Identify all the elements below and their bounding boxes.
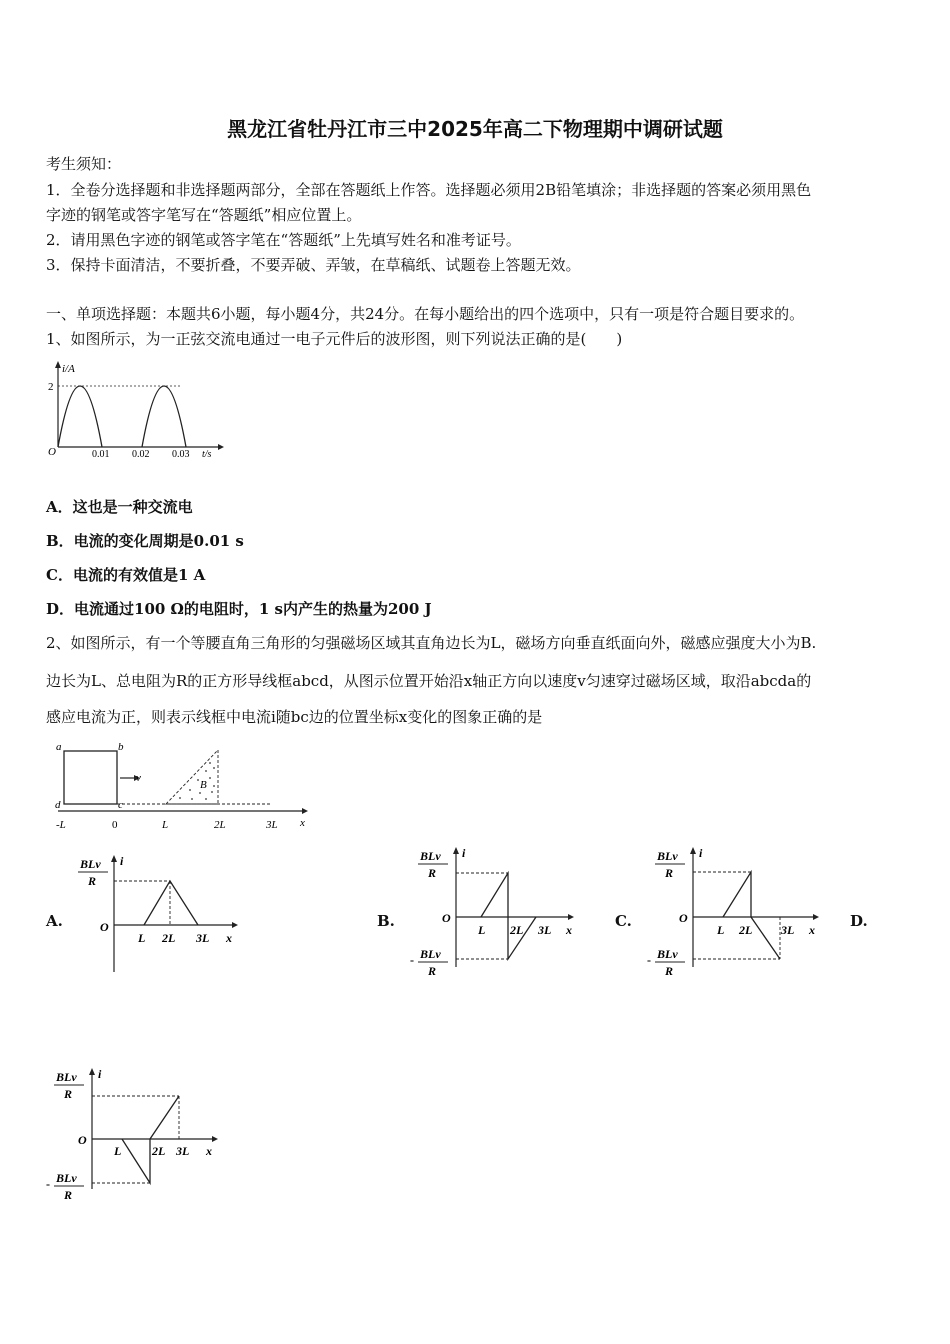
page-title: 黑龙江省牡丹江市三中2025年高二下物理期中调研试题: [227, 117, 723, 141]
graph-b-neg-sign: -: [410, 953, 414, 967]
q1-waveform-graph: [40, 360, 230, 470]
q2-stem-1: 2、如图所示，有一个等腰直角三角形的匀强磁场区域其直角边长为L，磁场方向垂直纸面向外，磁感应强度大小为B.: [46, 634, 817, 652]
graph-b-amp-bottom: R: [428, 866, 437, 880]
section-heading: 一、单项选择题：本题共6小题，每小题4分，共24分。在每小题给出的四个选项中，只有一项是符合题目要求的。: [46, 305, 805, 323]
q2-corner-d: d: [55, 799, 61, 811]
q2-corner-c: c: [118, 799, 123, 811]
q2-velocity-label: v: [136, 772, 141, 784]
graph-b-neg-amp-top: BLv: [420, 947, 441, 961]
graph-a-tick-l: L: [138, 931, 146, 945]
graph-c-x-label: x: [809, 923, 815, 937]
q2-fig-tick-0: 0: [112, 819, 118, 831]
graph-c-tick-l: L: [717, 923, 725, 937]
q2-setup-figure: [50, 738, 320, 833]
q1-option-c: C．电流的有效值是1 A: [46, 566, 206, 584]
q2-fig-tick-neg-l: -L: [56, 819, 66, 831]
q1-option-b: B．电流的变化周期是0.01 s: [46, 532, 244, 550]
graph-c-i-label: i: [699, 846, 703, 860]
graph-d-neg-sign: -: [46, 1177, 50, 1191]
graph-d-origin: O: [78, 1133, 87, 1147]
q1-stem: 1、如图所示，为一正弦交流电通过一电子元件后的波形图，则下列说法正确的是( ): [46, 330, 623, 348]
graph-d-amp-top: BLv: [56, 1070, 77, 1084]
graph-d-i-label: i: [98, 1067, 102, 1081]
graph-d-amp-bottom: R: [64, 1087, 73, 1101]
q1-origin: O: [48, 446, 56, 458]
graph-a-amp-top: BLv: [80, 857, 101, 871]
graph-a-tick-3l: 3L: [196, 931, 210, 945]
q2-fig-x-label: x: [300, 817, 305, 829]
q2-corner-b: b: [118, 741, 124, 753]
graph-b-x-label: x: [566, 923, 572, 937]
graph-b-origin: O: [442, 911, 451, 925]
graph-c-neg-amp-bottom: R: [665, 964, 674, 978]
graph-b-amp-top: BLv: [420, 849, 441, 863]
q2-option-b-label: B.: [377, 912, 395, 930]
graph-a-x-label: x: [226, 931, 232, 945]
q1-option-a: A．这也是一种交流电: [46, 498, 193, 516]
graph-a-amp-bottom: R: [88, 874, 97, 888]
graph-a-tick-2l: 2L: [162, 931, 176, 945]
notice-item-1-cont: 字迹的钢笔或答字笔写在“答题纸”相应位置上。: [46, 206, 362, 224]
graph-c-amp-bottom: R: [665, 866, 674, 880]
q2-option-d-label: D.: [850, 912, 868, 930]
graph-d-tick-3l: 3L: [176, 1144, 190, 1158]
graph-c-neg-sign: -: [647, 953, 651, 967]
q2-graph-a: [74, 850, 254, 980]
q1-x-label: t/s: [202, 449, 212, 460]
graph-a-i-label: i: [120, 854, 124, 868]
q2-fig-tick-3l: 3L: [266, 819, 278, 831]
notice-item-2: 2．请用黑色字迹的钢笔或答字笔在“答题纸”上先填写姓名和准考证号。: [46, 231, 521, 249]
graph-c-amp-top: BLv: [657, 849, 678, 863]
graph-b-tick-2l: 2L: [510, 923, 524, 937]
q1-y-label: i/A: [62, 363, 75, 375]
q1-x-tick-2: 0.02: [132, 449, 150, 460]
q2-fig-tick-l: L: [162, 819, 169, 831]
graph-d-neg-amp-top: BLv: [56, 1171, 77, 1185]
q1-y-tick: 2: [48, 381, 54, 393]
graph-c-origin: O: [679, 911, 688, 925]
graph-c-tick-3l: 3L: [781, 923, 795, 937]
notice-heading: 考生须知：: [46, 155, 122, 173]
graph-d-neg-amp-bottom: R: [64, 1188, 73, 1202]
q2-field-label: B: [200, 779, 207, 791]
q2-graph-d: [44, 1063, 234, 1203]
graph-c-tick-2l: 2L: [739, 923, 753, 937]
graph-b-tick-3l: 3L: [538, 923, 552, 937]
q2-fig-tick-2l: 2L: [214, 819, 226, 831]
q2-option-c-label: C.: [615, 912, 632, 930]
graph-b-neg-amp-bottom: R: [428, 964, 437, 978]
notice-item-1: 1．全卷分选择题和非选择题两部分，全部在答题纸上作答。选择题必须用2B铅笔填涂；非选择题的答案必须用黑色: [46, 181, 812, 199]
q2-stem-3: 感应电流为正，则表示线框中电流i随bc边的位置坐标x变化的图象正确的是: [46, 708, 543, 726]
q1-x-tick-1: 0.01: [92, 449, 110, 460]
q1-option-d: D．电流通过100 Ω的电阻时，1 s内产生的热量为200 J: [46, 600, 432, 618]
graph-b-i-label: i: [462, 846, 466, 860]
notice-item-3: 3．保持卡面清洁，不要折叠，不要弄破、弄皱，在草稿纸、试题卷上答题无效。: [46, 256, 581, 274]
graph-d-x-label: x: [206, 1144, 212, 1158]
graph-d-tick-2l: 2L: [152, 1144, 166, 1158]
graph-c-neg-amp-top: BLv: [657, 947, 678, 961]
graph-d-tick-l: L: [114, 1144, 122, 1158]
q1-x-tick-3: 0.03: [172, 449, 190, 460]
graph-a-origin: O: [100, 920, 109, 934]
q2-graph-b: [408, 842, 588, 982]
graph-b-tick-l: L: [478, 923, 486, 937]
q2-graph-c: [645, 842, 835, 982]
q2-option-a-label: A.: [46, 912, 63, 930]
q2-corner-a: a: [56, 741, 62, 753]
q2-stem-2: 边长为L、总电阻为R的正方形导线框abcd，从图示位置开始沿x轴正方向以速度v匀速穿过磁场区域，取沿abcda的: [46, 672, 812, 690]
